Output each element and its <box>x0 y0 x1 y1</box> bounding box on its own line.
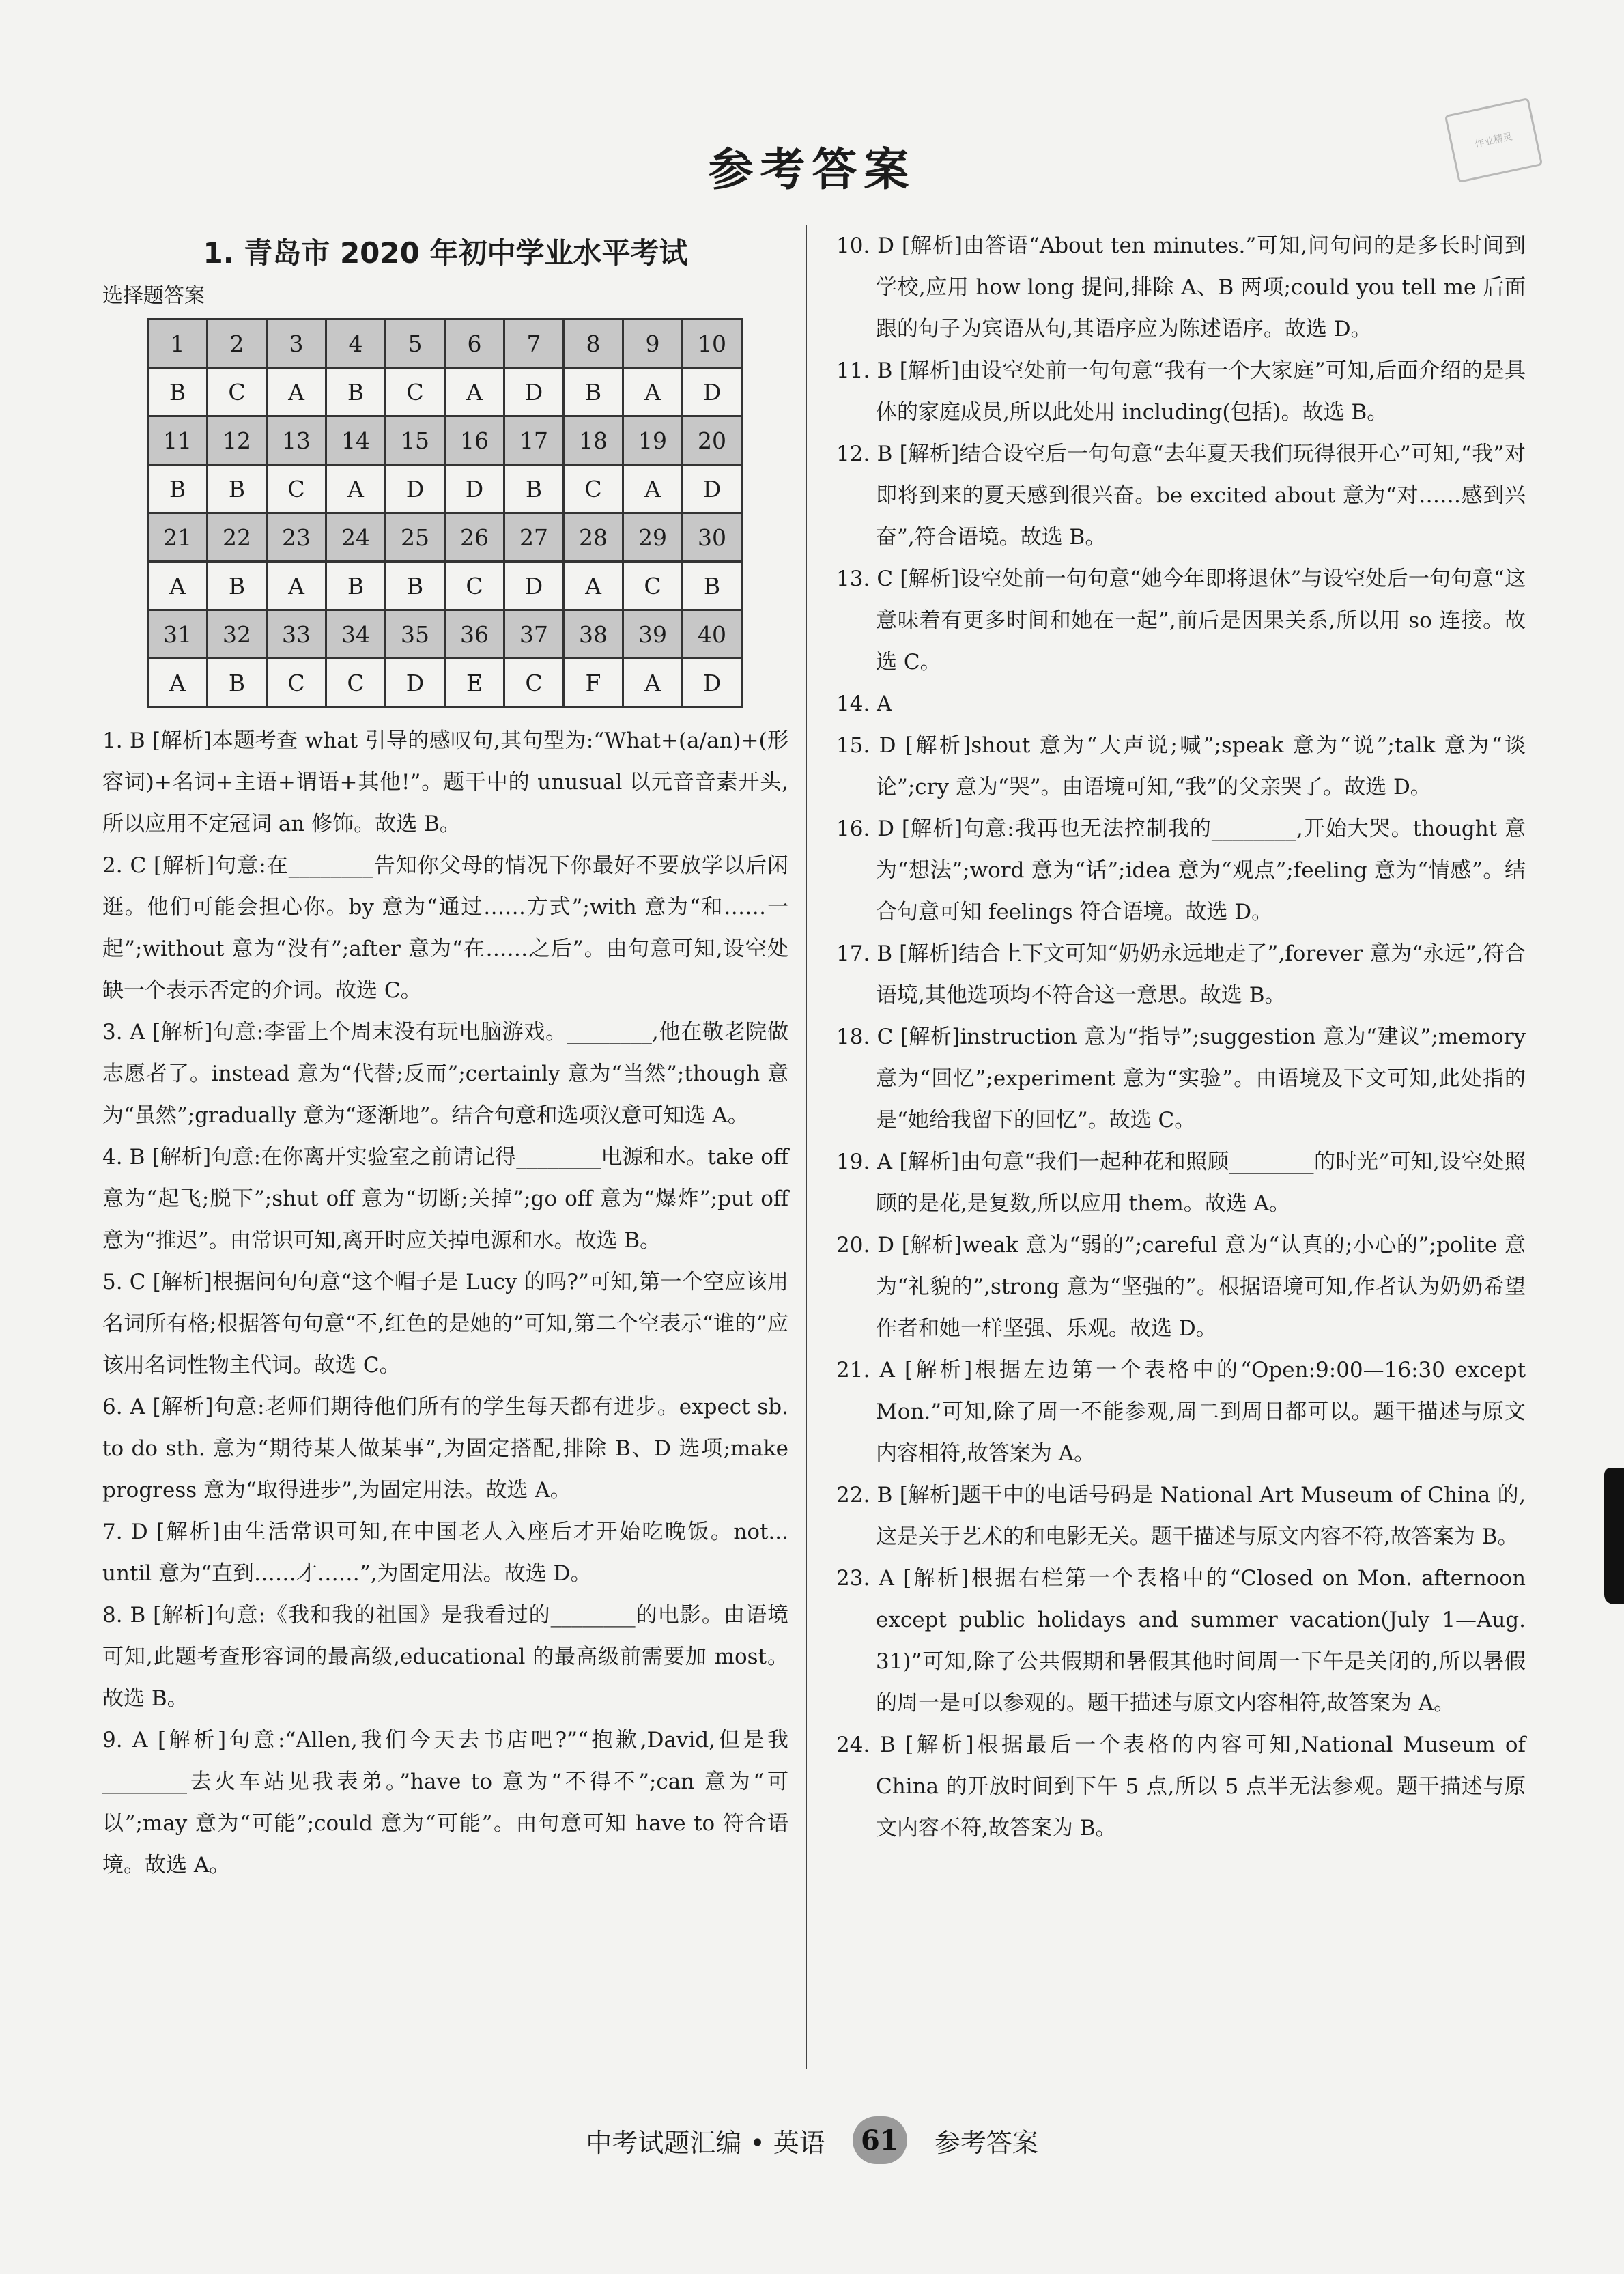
table-row-numbers <box>148 513 742 562</box>
table-row-numbers <box>148 416 742 465</box>
answer-item: 8. B [解析]句意:《我和我的祖国》是我看过的________的电影。由语境可知,此题考查形容词的最高级,educational 的最高级前需要加 most。故选 B。 <box>102 1603 788 1711</box>
page-footer <box>0 2106 1624 2174</box>
table-cell: 12 <box>208 416 267 465</box>
table-cell: 33 <box>267 610 326 659</box>
table-cell: B <box>564 368 623 416</box>
table-cell: 40 <box>683 610 742 659</box>
answer-item: 7. D [解析]由生活常识可知,在中国老人入座后才开始吃晚饭。not... until 意为“直到……才……”,为固定用法。故选 D。 <box>102 1520 788 1586</box>
answer-item: 19. A [解析]由句意“我们一起种花和照顾________的时光”可知,设空处照顾的是花,是复数,所以应用 them。故选 A。 <box>836 1150 1526 1216</box>
table-cell: D <box>445 465 504 513</box>
table-cell: 37 <box>504 610 564 659</box>
table-cell: 21 <box>148 513 208 562</box>
table-cell: 35 <box>386 610 445 659</box>
table-cell: 27 <box>504 513 564 562</box>
table-cell: D <box>683 368 742 416</box>
answer-item: 17. B [解析]结合上下文可知“奶奶永远地走了”,forever 意为“永远”,符合语境,其他选项均不符合这一意思。故选 B。 <box>836 941 1526 1008</box>
answer-table <box>147 318 743 708</box>
table-row-answers <box>148 368 742 416</box>
table-cell: 11 <box>148 416 208 465</box>
table-cell: D <box>683 465 742 513</box>
table-cell: 25 <box>386 513 445 562</box>
table-cell: 28 <box>564 513 623 562</box>
table-cell: B <box>148 368 208 416</box>
table-cell: B <box>326 562 386 610</box>
page-title: 参考答案 <box>708 143 916 196</box>
answer-item: 22. B [解析]题干中的电话号码是 National Art Museum of China 的,这是关于艺术的和电影无关。题干描述与原文内容不符,故答案为 B。 <box>836 1483 1526 1549</box>
right-column <box>836 225 1526 1849</box>
table-cell: B <box>326 368 386 416</box>
table-cell: B <box>148 465 208 513</box>
answer-item: 9. A [解析]句意:“Allen,我们今天去书店吧?”“抱歉,David,但是我________去火车站见我表弟。”have to 意为“不得不”;can 意为“可以”;may 意为“可能”;could 意为“可能”。由句意可知 have to 符合语境。故选 A。 <box>102 1728 788 1877</box>
table-cell: A <box>564 562 623 610</box>
table-cell: 32 <box>208 610 267 659</box>
answer-item: 1. B [解析]本题考查 what 引导的感叹句,其句型为:“What+(a/an)+(形容词)+名词+主语+谓语+其他!”。题干中的 unusual 以元音音素开头,所以应用不定冠词 an 修饰。故选 B。 <box>102 728 788 836</box>
table-cell: B <box>208 562 267 610</box>
answer-item: 2. C [解析]句意:在________告知你父母的情况下你最好不要放学以后闲逛。他们可能会担心你。by 意为“通过……方式”;with 意为“和……一起”;without 意为“没有”;after 意为“在……之后”。由句意可知,设空处缺一个表示否定的介词。故选 C。 <box>102 853 788 1003</box>
table-cell: 20 <box>683 416 742 465</box>
answer-item: 21. A [解析]根据左边第一个表格中的“Open:9:00—16:30 except Mon.”可知,除了周一不能参观,周二到周日都可以。题干描述与原文内容相符,故答案为 A。 <box>836 1358 1526 1466</box>
table-cell: 26 <box>445 513 504 562</box>
table-cell: 36 <box>445 610 504 659</box>
table-cell: 17 <box>504 416 564 465</box>
table-cell: B <box>208 465 267 513</box>
table-cell: C <box>386 368 445 416</box>
table-cell: 39 <box>623 610 683 659</box>
table-cell: A <box>326 465 386 513</box>
column-divider <box>806 225 807 2069</box>
table-cell: 9 <box>623 319 683 368</box>
table-cell: 29 <box>623 513 683 562</box>
table-cell: E <box>445 659 504 707</box>
answer-item: 23. A [解析]根据右栏第一个表格中的“Closed on Mon. afternoon except public holidays and summer vacation(July 1—Aug. 31)”可知,除了公共假期和暑假其他时间周一下午是关闭的,所以暑假的周一是可以参观的。题干描述与原文内容相符,故答案为 A。 <box>836 1566 1526 1716</box>
table-cell: B <box>504 465 564 513</box>
table-row-answers <box>148 659 742 707</box>
table-cell: D <box>504 562 564 610</box>
answer-item: 24. B [解析]根据最后一个表格的内容可知,National Museum of China 的开放时间到下午 5 点,所以 5 点半无法参观。题干描述与原文内容不符,故答案为 B。 <box>836 1733 1526 1840</box>
table-cell: 14 <box>326 416 386 465</box>
table-cell: A <box>623 368 683 416</box>
table-cell: 24 <box>326 513 386 562</box>
table-caption: 选择题答案 <box>102 284 205 308</box>
table-cell: 18 <box>564 416 623 465</box>
table-cell: C <box>208 368 267 416</box>
table-cell: A <box>148 659 208 707</box>
table-row-numbers <box>148 610 742 659</box>
answer-item: 12. B [解析]结合设空后一句句意“去年夏天我们玩得很开心”可知,“我”对即将到来的夏天感到很兴奋。be excited about 意为“对……感到兴奋”,符合语境。故选 B。 <box>836 442 1526 550</box>
table-cell: C <box>267 465 326 513</box>
table-cell: 1 <box>148 319 208 368</box>
answer-item: 6. A [解析]句意:老师们期待他们所有的学生每天都有进步。expect sb. to do sth. 意为“期待某人做某事”,为固定搭配,排除 B、D 选项;make progress 意为“取得进步”,为固定用法。故选 A。 <box>102 1395 788 1503</box>
table-cell: A <box>623 465 683 513</box>
table-cell: D <box>504 368 564 416</box>
answer-item: 14. A <box>836 692 892 716</box>
table-cell: 10 <box>683 319 742 368</box>
table-cell: A <box>267 368 326 416</box>
section-title: 1. 青岛市 2020 年初中学业水平考试 <box>203 236 688 270</box>
table-cell: 30 <box>683 513 742 562</box>
answer-item: 18. C [解析]instruction 意为“指导”;suggestion 意为“建议”;memory 意为“回忆”;experiment 意为“实验”。由语境及下文可知,此处指的是“她给我留下的回忆”。故选 C。 <box>836 1025 1526 1133</box>
table-cell: 3 <box>267 319 326 368</box>
table-cell: 13 <box>267 416 326 465</box>
table-cell: D <box>386 659 445 707</box>
table-cell: 38 <box>564 610 623 659</box>
table-cell: 5 <box>386 319 445 368</box>
answer-item: 20. D [解析]weak 意为“弱的”;careful 意为“认真的;小心的”;polite 意为“礼貌的”,strong 意为“坚强的”。根据语境可知,作者认为奶奶希望作者和她一样坚强、乐观。故选 D。 <box>836 1233 1526 1341</box>
table-cell: 34 <box>326 610 386 659</box>
left-column <box>102 225 788 1886</box>
table-cell: C <box>623 562 683 610</box>
table-cell: 31 <box>148 610 208 659</box>
table-cell: C <box>267 659 326 707</box>
answer-item: 13. C [解析]设空处前一句句意“她今年即将退休”与设空处后一句句意“这意味着有更多时间和她在一起”,前后是因果关系,所以用 so 连接。故选 C。 <box>836 567 1526 674</box>
table-cell: 16 <box>445 416 504 465</box>
answer-item: 16. D [解析]句意:我再也无法控制我的________,开始大哭。thought 意为“想法”;word 意为“话”;idea 意为“观点”;feeling 意为“情感”。结合句意可知 feelings 符合语境。故选 D。 <box>836 816 1526 924</box>
table-cell: 19 <box>623 416 683 465</box>
footer-section: 参考答案 <box>934 2127 1038 2158</box>
table-cell: B <box>683 562 742 610</box>
table-cell: 15 <box>386 416 445 465</box>
table-cell: 7 <box>504 319 564 368</box>
table-cell: 2 <box>208 319 267 368</box>
table-cell: C <box>326 659 386 707</box>
table-cell: A <box>148 562 208 610</box>
table-cell: 4 <box>326 319 386 368</box>
table-cell: 6 <box>445 319 504 368</box>
answer-item: 5. C [解析]根据问句句意“这个帽子是 Lucy 的吗?”可知,第一个空应该用名词所有格;根据答句句意“不,红色的是她的”可知,第二个空表示“谁的”应该用名词性物主代词。故选 C。 <box>102 1270 788 1378</box>
table-cell: A <box>623 659 683 707</box>
answer-item: 4. B [解析]句意:在你离开实验室之前请记得________电源和水。take off 意为“起飞;脱下”;shut off 意为“切断;关掉”;go off 意为“爆炸”;put off 意为“推迟”。由常识可知,离开时应关掉电源和水。故选 B。 <box>102 1145 788 1253</box>
publisher-stamp-icon: 作业精灵 <box>1444 98 1543 183</box>
table-cell: A <box>445 368 504 416</box>
page-number: 61 <box>853 2116 907 2164</box>
table-cell: A <box>267 562 326 610</box>
table-row-answers <box>148 562 742 610</box>
right-answer-list <box>836 225 1526 1849</box>
table-cell: C <box>445 562 504 610</box>
table-cell: 8 <box>564 319 623 368</box>
table-cell: F <box>564 659 623 707</box>
left-answer-list <box>102 720 788 1886</box>
table-cell: 22 <box>208 513 267 562</box>
table-cell: B <box>386 562 445 610</box>
table-cell: C <box>564 465 623 513</box>
table-cell: D <box>683 659 742 707</box>
answer-item: 3. A [解析]句意:李雷上个周末没有玩电脑游戏。________,他在敬老院做志愿者了。instead 意为“代替;反而”;certainly 意为“当然”;though 意为“虽然”;gradually 意为“逐渐地”。结合句意和选项汉意可知选 A。 <box>102 1020 788 1128</box>
answer-item: 10. D [解析]由答语“About ten minutes.”可知,问句问的是多长时间到学校,应用 how long 提问,排除 A、B 两项;could you tell me 后面跟的句子为宾语从句,其语序应为陈述语序。故选 D。 <box>836 233 1526 341</box>
table-cell: C <box>504 659 564 707</box>
footer-book-title: 中考试题汇编 • 英语 <box>586 2127 825 2158</box>
answer-item: 15. D [解析]shout 意为“大声说;喊”;speak 意为“说”;talk 意为“谈论”;cry 意为“哭”。由语境可知,“我”的父亲哭了。故选 D。 <box>836 733 1526 799</box>
table-cell: B <box>208 659 267 707</box>
table-row-answers <box>148 465 742 513</box>
answer-item: 11. B [解析]由设空处前一句句意“我有一个大家庭”可知,后面介绍的是具体的家庭成员,所以此处用 including(包括)。故选 B。 <box>836 358 1526 425</box>
ink-smudge <box>1604 1468 1624 1604</box>
table-row-numbers <box>148 319 742 368</box>
table-cell: 23 <box>267 513 326 562</box>
table-cell: D <box>386 465 445 513</box>
